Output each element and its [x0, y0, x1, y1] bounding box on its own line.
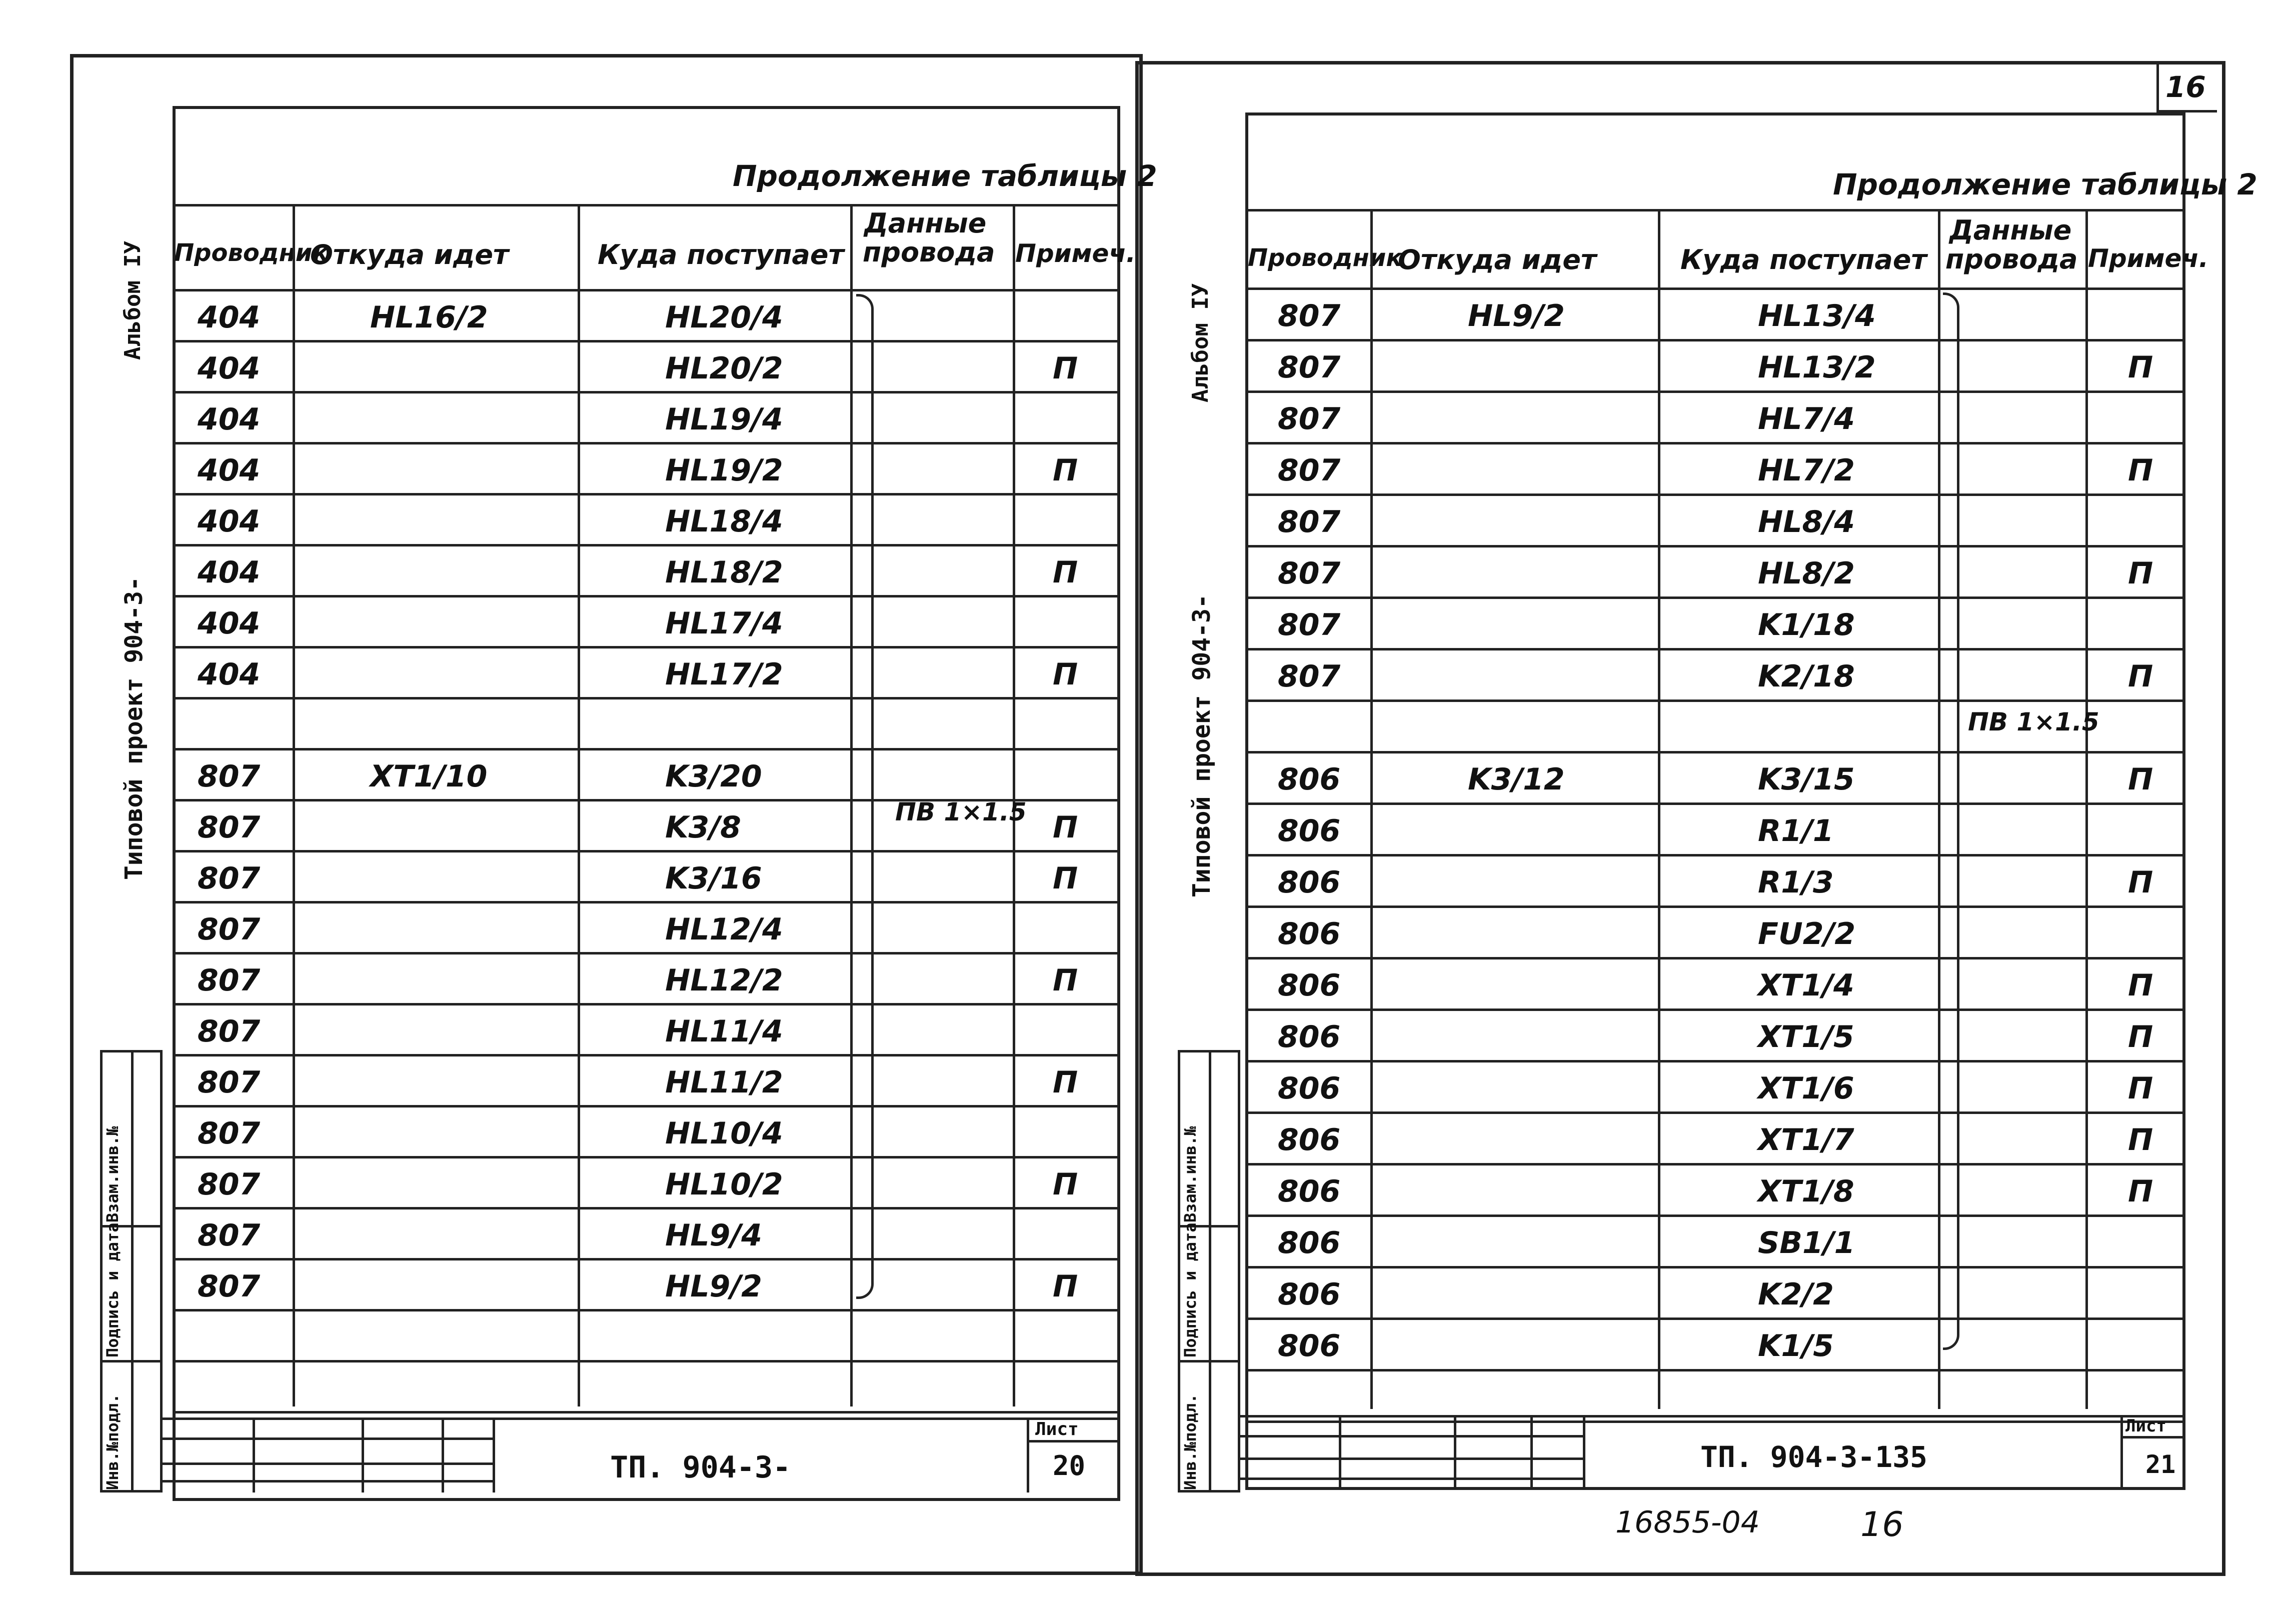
row-divider: [173, 1003, 1120, 1006]
to-cell: XT1/7: [1758, 1122, 1854, 1158]
conductor-cell: 806: [1278, 814, 1341, 848]
to-cell: XT1/5: [1758, 1020, 1854, 1054]
to-cell: HL13/4: [1758, 298, 1876, 334]
to-cell: HL8/4: [1758, 504, 1855, 540]
conductor-cell: 404: [198, 300, 261, 335]
to-cell: HL11/4: [665, 1014, 783, 1049]
row-divider: [1245, 494, 2185, 496]
note-cell: П: [1053, 1065, 1078, 1100]
to-cell: HL9/4: [665, 1218, 762, 1253]
left-margin-project: Типовой проект 904-3-: [120, 576, 148, 880]
to-cell: K3/20: [665, 759, 762, 794]
left-wire-brace: [856, 294, 874, 1299]
row-divider: [173, 1207, 1120, 1210]
row-divider: [1245, 339, 2185, 342]
left-stamp-label-inv: Инв.№подл.: [103, 1394, 122, 1490]
right-table-title: Продолжение таблицы 2: [1833, 168, 2257, 202]
left-stamp-code: ТП. 904-3-: [610, 1450, 791, 1485]
conductor-cell: 807: [1278, 350, 1341, 385]
row-divider: [1245, 751, 2185, 754]
right-table-frame: [1245, 112, 2185, 1490]
note-cell: П: [2128, 1122, 2153, 1158]
note-cell: П: [2128, 1174, 2153, 1209]
conductor-cell: 806: [1278, 968, 1341, 1003]
row-divider: [173, 442, 1120, 444]
note-cell: П: [2128, 968, 2153, 1003]
to-cell: XT1/4: [1758, 968, 1854, 1003]
footer-page-number: 16: [1860, 1505, 1904, 1544]
conductor-cell: 806: [1278, 865, 1341, 900]
to-cell: K1/18: [1758, 608, 1855, 642]
row-divider: [1245, 1420, 2185, 1423]
conductor-cell: 807: [198, 963, 261, 998]
conductor-cell: 807: [1278, 298, 1341, 334]
to-cell: HL17/2: [665, 657, 783, 692]
conductor-cell: 807: [198, 861, 261, 896]
to-cell: HL9/2: [665, 1269, 762, 1304]
note-cell: П: [2128, 350, 2153, 385]
conductor-cell: 807: [198, 1218, 261, 1253]
left-sheet-number: 20: [1053, 1450, 1086, 1482]
left-header-from: Откуда идет: [310, 239, 509, 270]
row-divider: [173, 1258, 1120, 1260]
right-stamp-label-replace: Взам.инв.№: [1181, 1126, 1200, 1222]
from-cell: HL16/2: [370, 300, 488, 335]
to-cell: FU2/2: [1758, 916, 1856, 952]
to-cell: XT1/8: [1758, 1174, 1854, 1209]
note-cell: П: [1053, 1167, 1078, 1202]
note-cell: П: [2128, 1071, 2153, 1106]
to-cell: K3/16: [665, 861, 762, 896]
conductor-cell: 807: [198, 759, 261, 794]
row-divider: [173, 697, 1120, 700]
conductor-cell: 807: [1278, 659, 1341, 694]
right-margin-album: Альбом IУ: [1188, 283, 1213, 402]
conductor-cell: 807: [198, 1116, 261, 1151]
to-cell: HL19/2: [665, 453, 783, 488]
row-divider: [1245, 1163, 2185, 1166]
row-divider: [173, 1156, 1120, 1158]
row-divider: [173, 1360, 1120, 1362]
from-cell: HL9/2: [1468, 298, 1565, 334]
to-cell: HL7/2: [1758, 453, 1855, 488]
to-cell: HL10/4: [665, 1116, 783, 1151]
conductor-cell: 404: [198, 504, 261, 539]
conductor-cell: 404: [198, 606, 261, 641]
to-cell: HL13/2: [1758, 350, 1876, 385]
page-number: 16: [2165, 70, 2206, 104]
to-cell: HL8/2: [1758, 556, 1855, 591]
to-cell: HL10/2: [665, 1167, 783, 1202]
right-stamp-label-inv: Инв.№подл.: [1181, 1394, 1200, 1490]
to-cell: HL17/4: [665, 606, 783, 641]
row-divider: [1245, 1008, 2185, 1011]
row-divider: [1245, 1112, 2185, 1114]
footer-doc-number: 16855-04: [1615, 1505, 1760, 1540]
to-cell: HL19/4: [665, 402, 783, 437]
row-divider: [173, 850, 1120, 852]
right-header-to: Куда поступает: [1680, 244, 1927, 276]
note-cell: П: [2128, 1020, 2153, 1054]
row-divider: [173, 646, 1120, 648]
to-cell: HL12/4: [665, 912, 783, 947]
conductor-cell: 807: [198, 1065, 261, 1100]
left-stamp-label-sign: Подпись и дата: [103, 1222, 122, 1358]
row-divider: [173, 340, 1120, 342]
to-cell: HL20/4: [665, 300, 783, 335]
row-divider: [1245, 1369, 2185, 1372]
to-cell: XT1/6: [1758, 1071, 1854, 1106]
right-stamp-label-sign: Подпись и дата: [1181, 1222, 1200, 1358]
to-cell: HL18/2: [665, 555, 783, 590]
row-divider: [1245, 906, 2185, 908]
to-cell: K1/5: [1758, 1328, 1834, 1364]
row-divider: [173, 544, 1120, 546]
row-divider: [1245, 1214, 2185, 1217]
conductor-cell: 807: [1278, 453, 1341, 488]
to-cell: K2/18: [1758, 659, 1855, 694]
note-cell: П: [1053, 810, 1078, 845]
conductor-cell: 806: [1278, 1277, 1341, 1312]
row-divider: [1245, 596, 2185, 599]
row-divider: [173, 595, 1120, 598]
note-cell: П: [1053, 351, 1078, 386]
to-cell: HL20/2: [665, 351, 783, 386]
conductor-cell: 807: [198, 1014, 261, 1049]
conductor-cell: 807: [1278, 402, 1341, 436]
left-wire-data: ПВ 1×1.5: [895, 798, 1027, 826]
to-cell: K3/8: [665, 810, 741, 845]
left-header-conductor: Проводник: [174, 239, 329, 267]
to-cell: K3/15: [1758, 762, 1855, 797]
conductor-cell: 807: [198, 1269, 261, 1304]
conductor-cell: 404: [198, 555, 261, 590]
left-header-note: Примеч.: [1015, 239, 1136, 268]
conductor-cell: 807: [198, 912, 261, 947]
row-divider: [173, 1105, 1120, 1108]
note-cell: П: [2128, 865, 2153, 900]
row-divider: [173, 1309, 1120, 1312]
to-cell: R1/3: [1758, 865, 1834, 900]
left-table-title: Продолжение таблицы 2: [733, 159, 1157, 193]
left-stamp-label-replace: Взам.инв.№: [103, 1126, 122, 1222]
right-header-from: Откуда идет: [1398, 244, 1597, 276]
right-wire-data: ПВ 1×1.5: [1968, 708, 2099, 736]
conductor-cell: 807: [1278, 556, 1341, 591]
conductor-cell: 806: [1278, 1071, 1341, 1106]
conductor-cell: 806: [1278, 1328, 1341, 1364]
to-cell: R1/1: [1758, 814, 1834, 848]
row-divider: [173, 952, 1120, 954]
note-cell: П: [2128, 762, 2153, 797]
conductor-cell: 404: [198, 657, 261, 692]
row-divider: [1245, 802, 2185, 805]
to-cell: HL11/2: [665, 1065, 783, 1100]
conductor-cell: 806: [1278, 1174, 1341, 1209]
note-cell: П: [1053, 861, 1078, 896]
conductor-cell: 806: [1278, 1226, 1341, 1260]
row-divider: [1245, 442, 2185, 444]
row-divider: [1245, 1318, 2185, 1320]
row-divider: [1245, 854, 2185, 856]
conductor-cell: 806: [1278, 916, 1341, 952]
to-cell: HL18/4: [665, 504, 783, 539]
row-divider: [1245, 390, 2185, 393]
to-cell: HL7/4: [1758, 402, 1855, 436]
note-cell: П: [1053, 657, 1078, 692]
conductor-cell: 404: [198, 453, 261, 488]
row-divider: [173, 1054, 1120, 1056]
left-header-to: Куда поступает: [598, 239, 844, 270]
note-cell: П: [2128, 659, 2153, 694]
row-divider: [173, 493, 1120, 496]
left-sheet-label: Лист: [1035, 1419, 1079, 1440]
note-cell: П: [1053, 453, 1078, 488]
to-cell: K2/2: [1758, 1277, 1834, 1312]
right-header-wire: Данные провода: [1945, 214, 2078, 275]
note-cell: П: [1053, 963, 1078, 998]
left-header-wire: Данные провода: [863, 208, 995, 268]
right-stamp-code: ТП. 904-3-135: [1700, 1440, 1927, 1474]
conductor-cell: 404: [198, 351, 261, 386]
note-cell: П: [2128, 556, 2153, 591]
note-cell: П: [2128, 453, 2153, 488]
row-divider: [1245, 700, 2185, 702]
conductor-cell: 404: [198, 402, 261, 437]
row-divider: [173, 1411, 1120, 1414]
conductor-cell: 807: [198, 810, 261, 845]
to-cell: SB1/1: [1758, 1226, 1855, 1260]
conductor-cell: 806: [1278, 762, 1341, 797]
row-divider: [173, 901, 1120, 904]
row-divider: [1245, 1266, 2185, 1268]
right-sheet-label: Лист: [2125, 1416, 2166, 1436]
from-cell: XT1/10: [370, 759, 488, 794]
to-cell: HL12/2: [665, 963, 783, 998]
row-divider: [1245, 957, 2185, 960]
right-sheet-number: 21: [2145, 1450, 2176, 1479]
row-divider: [1245, 648, 2185, 650]
right-margin-project: Типовой проект 904-3-: [1188, 594, 1216, 898]
conductor-cell: 807: [1278, 608, 1341, 642]
note-cell: П: [1053, 1269, 1078, 1304]
note-cell: П: [1053, 555, 1078, 590]
row-divider: [1245, 545, 2185, 548]
conductor-cell: 807: [1278, 504, 1341, 540]
row-divider: [1245, 1060, 2185, 1062]
from-cell: K3/12: [1468, 762, 1565, 797]
row-divider: [173, 748, 1120, 750]
conductor-cell: 806: [1278, 1020, 1341, 1054]
right-wire-brace: [1943, 292, 1959, 1350]
conductor-cell: 806: [1278, 1122, 1341, 1158]
row-divider: [173, 391, 1120, 394]
right-header-note: Примеч.: [2088, 244, 2208, 273]
right-header-conductor: Проводник: [1248, 244, 1402, 272]
left-margin-album: Альбом IУ: [120, 240, 146, 360]
conductor-cell: 807: [198, 1167, 261, 1202]
